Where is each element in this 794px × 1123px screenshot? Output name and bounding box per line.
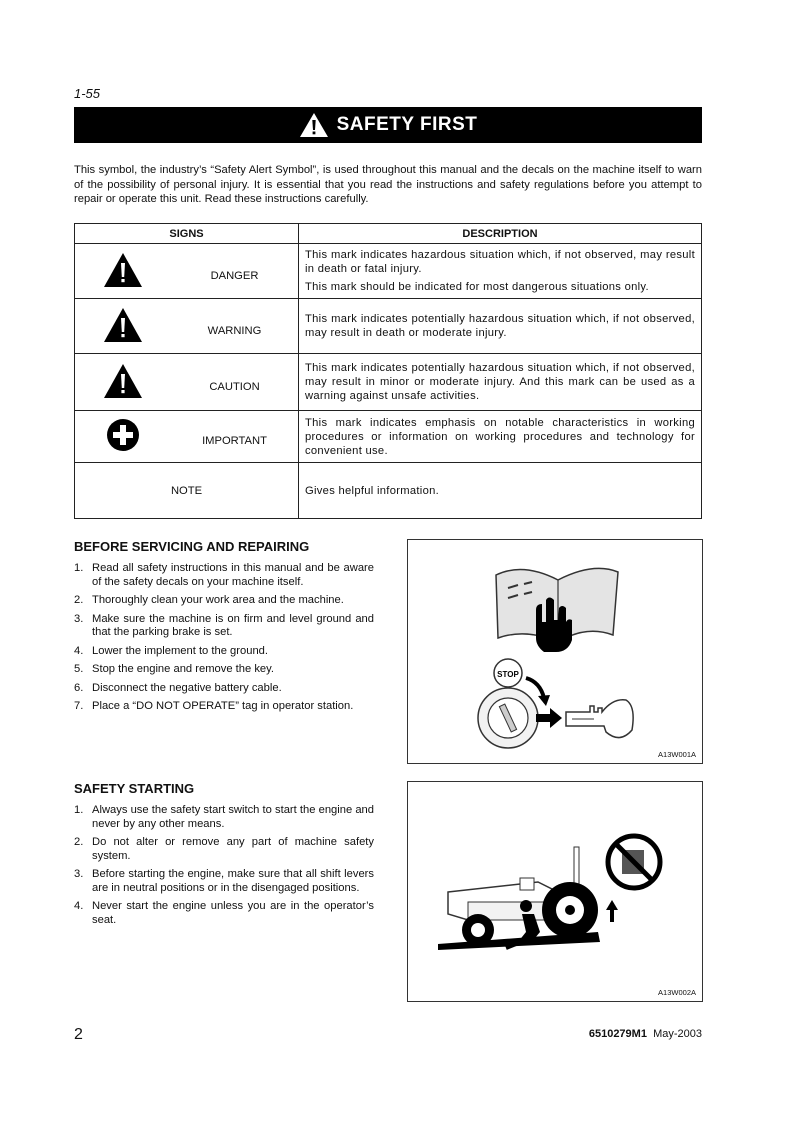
list-item: 1. Read all safety instructions in this manual and be aware of the safety decals on your machine itself. (74, 562, 374, 588)
warning-triangle-icon (103, 307, 143, 343)
starting-figure (407, 781, 703, 1002)
stop-sign-label: STOP (497, 670, 519, 679)
table-row (75, 411, 702, 463)
table-row (75, 244, 702, 299)
list-item: 4. Never start the engine unless you are in the operator’s seat. (74, 900, 374, 926)
list-item: 6. Disconnect the negative battery cable. (74, 681, 282, 694)
list-item: 3. Make sure the machine is on firm and level ground and that the parking brake is set. (74, 612, 374, 638)
tractor-runover-illustration (408, 782, 702, 1001)
footer-page-number: 2 (74, 1026, 83, 1043)
warning-triangle-icon (103, 252, 143, 288)
footer-doc-info (589, 1028, 702, 1040)
servicing-steps-list (74, 562, 374, 719)
sign-description: This mark indicates potentially hazardous situation which, if not observed, may result in death or moderate injury. (299, 299, 702, 354)
sign-description: This mark indicates emphasis on notable characteristics in working procedures or information on working procedures and technology for convenient use. (299, 411, 702, 463)
list-item: 2. Do not alter or remove any part of machine safety system. (74, 836, 374, 862)
signs-table (74, 223, 702, 519)
important-cross-icon (106, 418, 140, 452)
title-bar (74, 107, 702, 143)
table-row (75, 463, 702, 519)
servicing-figure (407, 539, 703, 764)
manual-and-key-illustration (408, 540, 702, 763)
doc-date: May-2003 (653, 1028, 702, 1040)
sign-description-extra: This mark should be indicated for most dangerous situations only. (305, 281, 649, 293)
figure-caption: A13W002A (658, 988, 696, 997)
sign-label: DANGER (171, 244, 299, 299)
table-row (75, 354, 702, 411)
figure-caption: A13W001A (658, 750, 696, 759)
list-item: 7. Place a “DO NOT OPERATE” tag in operator station. (74, 700, 354, 712)
list-item: 4. Lower the implement to the ground. (74, 644, 268, 657)
sign-label: CAUTION (171, 354, 299, 411)
sign-label: IMPORTANT (171, 411, 299, 463)
intro-paragraph: This symbol, the industry’s “Safety Alert Symbol”, is used throughout this manual and the decals on the machine itself to warn of the possibility of personal injury. It is essential that you read the instructions and safety regulations before you attempt to repair or operate this unit. Read these instructions carefully. (74, 164, 702, 205)
page-title: SAFETY FIRST (336, 114, 478, 135)
sign-label: WARNING (171, 299, 299, 354)
starting-steps-list (74, 804, 374, 932)
section-heading: BEFORE SERVICING AND REPAIRING (74, 539, 310, 554)
list-item: 3. Before starting the engine, make sure that all shift levers are in neutral positions or in the disengaged positions. (74, 868, 374, 894)
list-item: 1. Always use the safety start switch to start the engine and never by any other means. (74, 804, 374, 830)
page-number: 1-55 (74, 86, 101, 101)
list-item: 2. Thoroughly clean your work area and the machine. (74, 594, 344, 606)
list-item: 5. Stop the engine and remove the key. (74, 663, 275, 675)
sign-label: NOTE (75, 463, 299, 519)
warning-triangle-icon (299, 112, 329, 138)
sign-description: This mark indicates potentially hazardous situation which, if not observed, may result in minor or moderate injury. And this mark can be used as a warning against unsafe activities. (299, 354, 702, 411)
sign-description: Gives helpful information. (299, 463, 702, 519)
section-heading: SAFETY STARTING (74, 781, 195, 796)
table-row (75, 299, 702, 354)
sign-description: This mark indicates hazardous situation which, if not observed, may result in death or fatal injury. (305, 249, 695, 275)
warning-triangle-icon (103, 363, 143, 399)
description-header: DESCRIPTION (299, 224, 702, 244)
signs-header: SIGNS (75, 224, 299, 244)
doc-number: 6510279M1 (588, 1028, 647, 1040)
